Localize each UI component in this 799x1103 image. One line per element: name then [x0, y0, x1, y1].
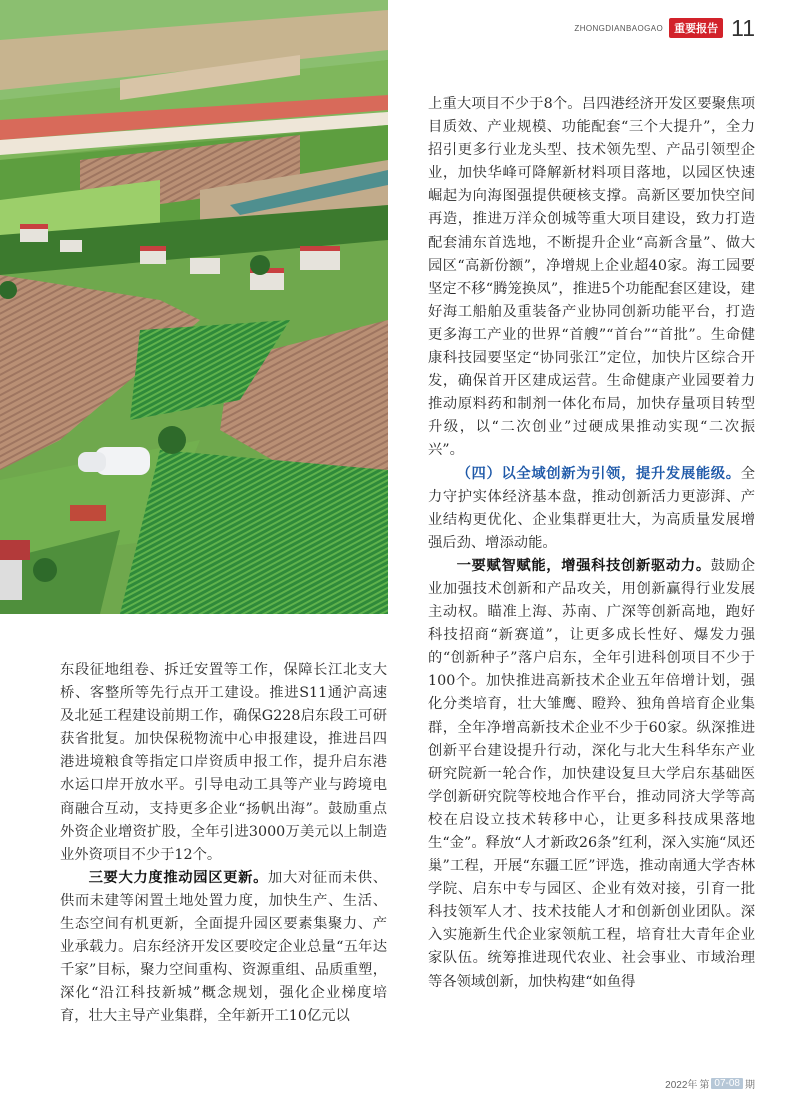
section-heading: （四）以全域创新为引领，提升发展能级。	[456, 465, 741, 482]
aerial-farmland-photo	[0, 0, 388, 614]
paragraph-text: 鼓励企业加强技术创新和产品攻关，用创新赢得行业发展主动权。瞄准上海、苏南、广深等创新高地，跑好科技招商“新赛道”，让更多成长性好、爆发力强的“创新种子”落户启东，全年引进科创项目不少于100个。加快推进高新技术企业五年倍增计划，强化分类培育，壮大雏鹰、瞪羚、独角兽培育企业集群，全年净增高新技术企业不少于60家。纵深推进创新平台建设提升行动，深化与北大生科华东产业研究院新一轮合作，加快建设复旦大学启东基础医学创新研究院等校地合作平台，推动同济大学等高校在启设立技术转移中心，让更多科技成果落地生“金”。释放“人才新政26条”红利，深入实施“凤还巢”工程，开展“东疆工匠”评选，推动南通大学杏林学院、启东中专与园区、企业有效对接，引育一批科技领军人才、技术技能人才和创新创业团队。深入实施新生代企业家领航工程，培育壮大青年企业家队伍。统筹推进现代农业、社会事业、市域治理等各领域创新，加快构建“如鱼得	[428, 557, 755, 990]
footer-qi: 期	[745, 1080, 755, 1091]
paragraph-text: 加大对征而未供、供而未建等闲置土地处置力度，加快生产、生活、生态空间有机更新，全面提升园区要素集聚力、产业承载力。启东经济开发区要咬定企业总量“五年达千家”目标，聚力空间重构、资源重组、品质重塑，深化“沿江科技新城”概念规划，强化企业梯度培育，壮大主导产业集群，全年新开工10亿元以	[60, 869, 387, 1025]
paragraph: 上重大项目不少于8个。吕四港经济开发区要聚焦项目质效、产业规模、功能配套“三个大提升”，全力招引更多行业龙头型、技术领先型、产品引领型企业，加快华峰可降解新材料项目落地，以园区快速崛起为向海图强提供硬核支撑。高新区要加快空间再造，推进万洋众创城等重大项目建设，致力打造配套浦东首选地，不断提升企业“高新含量”、做大园区“高新份额”，净增规上企业超40家。海工园要坚定不移“腾笼换凤”，推进5个功能配套区建设，建好海工船舶及重装备产业协同创新功能平台，打造更多海工产业的世界“首艘”“首台”“首批”。生命健康科技园要坚定“协同张江”定位，加快片区综合开发，确保首开区建成运营。生命健康产业园要着力推动原料药和制剂一体化布局，加快存量项目转型升级，以“二次创业”过硬成果推动实现“二次振兴”。	[428, 96, 755, 459]
paragraph	[428, 463, 755, 555]
paragraph-text: 全力守护实体经济基本盘，推动创新活力更澎湃、产业结构更优化、企业集群更壮大，为高质量发展增强后劲、增添动能。	[428, 465, 755, 551]
page-footer	[665, 1076, 755, 1091]
issue-number: 07-08	[711, 1078, 743, 1089]
paragraph	[60, 867, 387, 1029]
paragraph: 东段征地组卷、拆迁安置等工作，保障长江北支大桥、客整所等先行点开工建设。推进S11通沪高速及北延工程建设前期工作，确保G228启东段工可研获省批复。加快保税物流中心申报建设，推进吕四港进境粮食等指定口岸资质申报工作，提升启东港水运口岸开放水平。引导电动工具等产业与跨境电商融合互动，支持更多企业“扬帆出海”。鼓励重点外资企业增资扩股，全年引进3000万美元以上制造业外资项目不少于12个。	[60, 662, 387, 863]
footer-di: 第	[699, 1080, 710, 1091]
right-column	[428, 93, 755, 994]
page-number: 11	[731, 14, 755, 41]
section-badge: 重要报告	[669, 18, 723, 38]
header-latin-title: ZHONGDIANBAOGAO	[574, 23, 664, 33]
footer-year: 2022年	[665, 1080, 698, 1091]
page-header	[574, 14, 755, 41]
paragraph	[428, 555, 755, 994]
subsection-heading: 一要赋智赋能，增强科技创新驱动力。	[456, 557, 711, 574]
aerial-farmland-photo-icon	[0, 0, 388, 614]
subsection-heading: 三要大力度推动园区更新。	[88, 869, 269, 886]
left-column	[60, 659, 387, 1029]
